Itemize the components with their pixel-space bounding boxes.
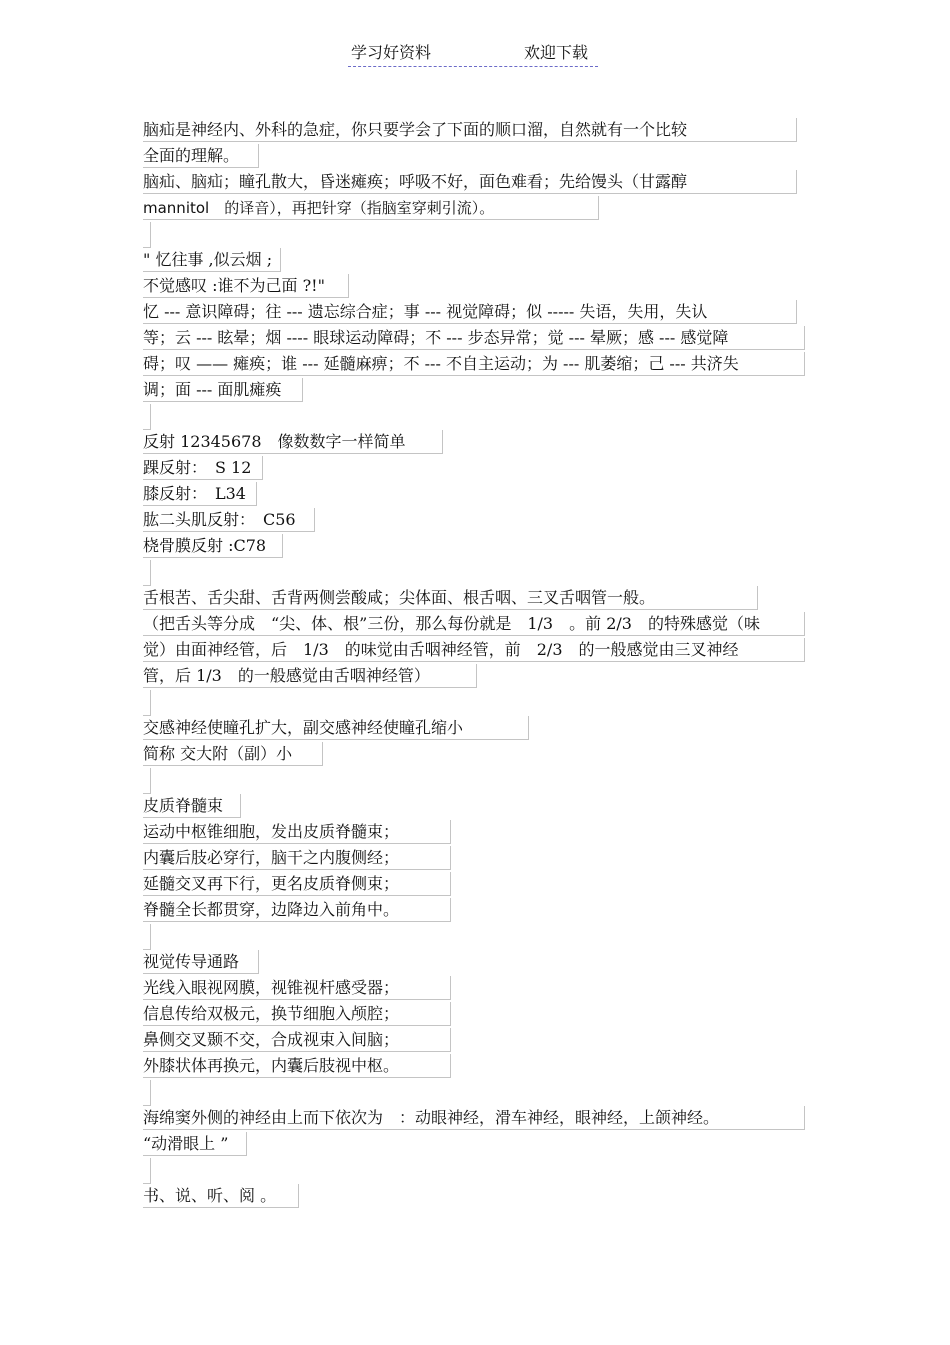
text-line bbox=[143, 950, 813, 976]
text-line bbox=[143, 1002, 813, 1028]
text-line bbox=[143, 976, 813, 1002]
line-text: 内囊后肢必穿行，脑干之内腹侧经； bbox=[143, 846, 451, 870]
text-line bbox=[143, 430, 813, 456]
line-text: 管，后 1/3 的一般感觉由舌咽神经管） bbox=[143, 664, 477, 688]
text-line bbox=[143, 170, 813, 196]
blank-line bbox=[143, 222, 813, 248]
text-line bbox=[143, 1028, 813, 1054]
line-text: 反射 12345678 像数数字一样简单 bbox=[143, 430, 443, 454]
blank-line bbox=[143, 768, 813, 794]
text-line bbox=[143, 534, 813, 560]
line-text bbox=[143, 690, 151, 716]
line-text: 光线入眼视网膜，视锥视杆感受器； bbox=[143, 976, 451, 1000]
text-line bbox=[143, 872, 813, 898]
text-line bbox=[143, 1184, 813, 1210]
line-text: 调；面 --- 面肌瘫痪 bbox=[143, 378, 303, 402]
text-line bbox=[143, 1106, 813, 1132]
blank-line bbox=[143, 1080, 813, 1106]
line-text: 简称 交大附（副）小 bbox=[143, 742, 323, 766]
line-text: 桡骨膜反射 :C78 bbox=[143, 534, 283, 558]
blank-line bbox=[143, 690, 813, 716]
text-line bbox=[143, 300, 813, 326]
line-text: 觉）由面神经管，后 1/3 的味觉由舌咽神经管，前 2/3 的一般感觉由三叉神经 bbox=[143, 638, 805, 662]
text-line bbox=[143, 716, 813, 742]
line-text: 脑疝是神经内、外科的急症，你只要学会了下面的顺口溜，自然就有一个比较 bbox=[143, 118, 797, 142]
text-line bbox=[143, 378, 813, 404]
line-text: 海绵窦外侧的神经由上而下依次为 ：动眼神经，滑车神经，眼神经，上颌神经。 bbox=[143, 1106, 805, 1130]
text-line bbox=[143, 456, 813, 482]
line-text: 视觉传导通路 bbox=[143, 950, 259, 974]
line-text: （把舌头等分成 “尖、体、根”三份，那么每份就是 1/3 。前 2/3 的特殊感觉（味 bbox=[143, 612, 805, 636]
line-text: 踝反射： S 12 bbox=[143, 456, 263, 480]
header-right-text: 欢迎下载 bbox=[524, 43, 589, 62]
line-text: 皮质脊髓束 bbox=[143, 794, 241, 818]
text-line bbox=[143, 248, 813, 274]
line-text bbox=[143, 1080, 151, 1106]
text-line bbox=[143, 274, 813, 300]
line-text bbox=[143, 924, 151, 950]
text-line bbox=[143, 586, 813, 612]
line-text: 交感神经使瞳孔扩大，副交感神经使瞳孔缩小 bbox=[143, 716, 529, 740]
line-text: 书、说、听、阅 。 bbox=[143, 1184, 299, 1208]
line-text bbox=[143, 560, 151, 586]
blank-line bbox=[143, 404, 813, 430]
text-line bbox=[143, 352, 813, 378]
line-text: 膝反射： L34 bbox=[143, 482, 257, 506]
text-line bbox=[143, 326, 813, 352]
line-text bbox=[143, 404, 151, 430]
text-line bbox=[143, 118, 813, 144]
text-line bbox=[143, 1054, 813, 1080]
text-line bbox=[143, 638, 813, 664]
text-line bbox=[143, 898, 813, 924]
line-text: " 忆往事 ,似云烟 ; bbox=[143, 248, 281, 272]
text-line bbox=[143, 664, 813, 690]
line-text: 忆 --- 意识障碍；往 --- 遗忘综合症；事 --- 视觉障碍；似 ----- 失语，失用，失认 bbox=[143, 300, 797, 324]
page-header bbox=[348, 40, 598, 67]
line-text: 脑疝、脑疝；瞳孔散大，昏迷瘫痪；呼吸不好，面色难看；先给馒头（甘露醇 bbox=[143, 170, 797, 194]
line-text bbox=[143, 1158, 151, 1184]
text-line bbox=[143, 1132, 813, 1158]
line-text: 等；云 --- 眩晕；烟 ---- 眼球运动障碍；不 --- 步态异常；觉 --- 晕厥；感 --- 感觉障 bbox=[143, 326, 805, 350]
text-line bbox=[143, 482, 813, 508]
text-line bbox=[143, 846, 813, 872]
line-text: 全面的理解。 bbox=[143, 144, 259, 168]
blank-line bbox=[143, 924, 813, 950]
text-line bbox=[143, 612, 813, 638]
document-body bbox=[143, 118, 813, 1210]
text-line bbox=[143, 144, 813, 170]
text-line bbox=[143, 196, 813, 222]
line-text: 舌根苦、舌尖甜、舌背两侧尝酸咸；尖体面、根舌咽、三叉舌咽管一般。 bbox=[143, 586, 758, 610]
text-line bbox=[143, 820, 813, 846]
blank-line bbox=[143, 560, 813, 586]
text-line bbox=[143, 742, 813, 768]
text-line bbox=[143, 794, 813, 820]
line-text: 脊髓全长都贯穿，边降边入前角中。 bbox=[143, 898, 451, 922]
line-text: “动滑眼上 ” bbox=[143, 1132, 247, 1156]
line-text: 延髓交叉再下行，更名皮质脊侧束； bbox=[143, 872, 451, 896]
line-text: 运动中枢锥细胞，发出皮质脊髓束； bbox=[143, 820, 451, 844]
line-text bbox=[143, 768, 151, 794]
line-text: 肱二头肌反射： C56 bbox=[143, 508, 315, 532]
line-text: 信息传给双极元，换节细胞入颅腔； bbox=[143, 1002, 451, 1026]
header-left-text: 学习好资料 bbox=[351, 43, 432, 62]
line-text bbox=[143, 222, 151, 248]
blank-line bbox=[143, 1158, 813, 1184]
line-text: mannitol 的译音），再把针穿（指脑室穿刺引流）。 bbox=[143, 196, 599, 220]
line-text: 外膝状体再换元，内囊后肢视中枢。 bbox=[143, 1054, 451, 1078]
text-line bbox=[143, 508, 813, 534]
line-text: 不觉感叹 :谁不为己面 ?!" bbox=[143, 274, 349, 298]
line-text: 鼻侧交叉颞不交，合成视束入间脑； bbox=[143, 1028, 451, 1052]
line-text: 碍；叹 —— 瘫痪；谁 --- 延髓麻痹；不 --- 不自主运动；为 --- 肌萎缩；己 --- 共济失 bbox=[143, 352, 805, 376]
